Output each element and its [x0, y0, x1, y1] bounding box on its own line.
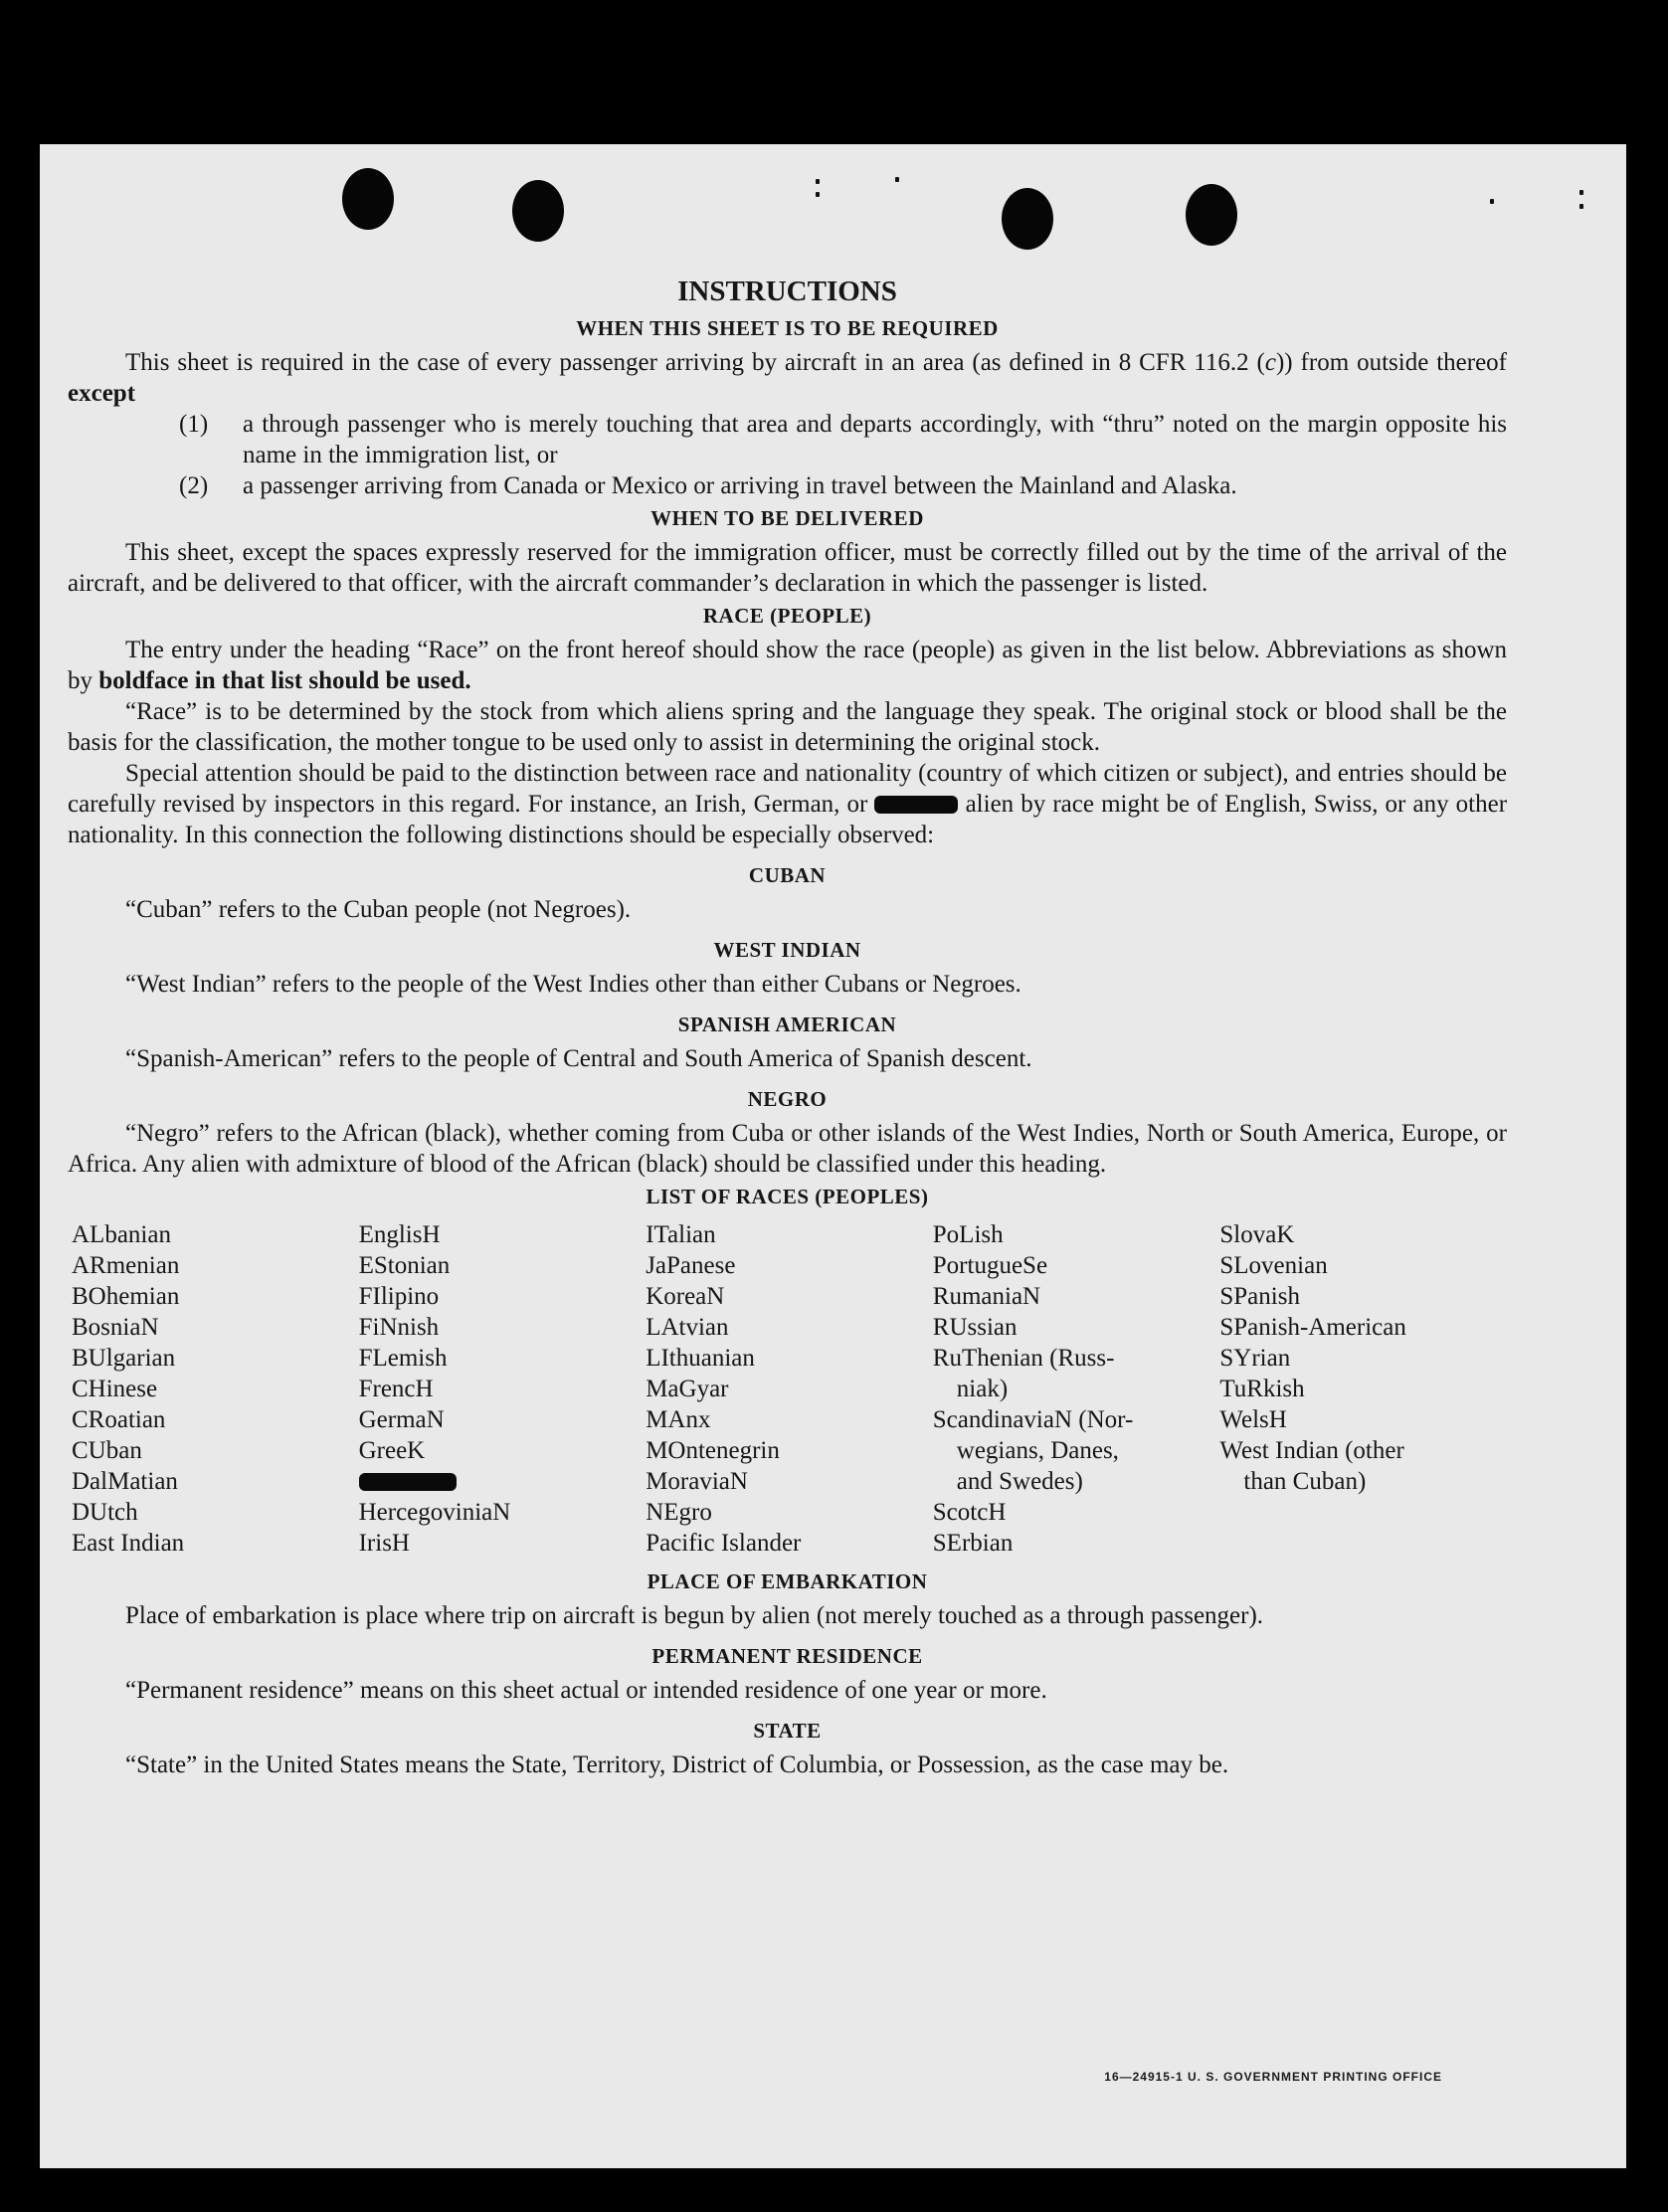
heading-permanent-residence: PERMANENT RESIDENCE [651, 1644, 923, 1668]
race-entry: DalMatian [72, 1468, 178, 1495]
punch-hole [1002, 188, 1053, 250]
speck [816, 179, 820, 184]
exception-item: (1) a through passenger who is merely touching that area and departs accordingly, with “thru” noted on the margin opposite his name in the immigration list, or [179, 411, 1507, 468]
race-column-4 [933, 1219, 1220, 1559]
heading-when-delivered: WHEN TO BE DELIVERED [650, 506, 924, 530]
race-paragraph-2: “Race” is to be determined by the stock from which aliens spring and the language they speak. The original stock or blood shall be the basis for the classification, the mother tongue to be used only to assist in determining the original stock. [68, 698, 1507, 756]
speck [1579, 204, 1583, 209]
race-entry: DUtch [72, 1499, 138, 1526]
speck [1579, 190, 1583, 195]
race-entry: LAtvian [646, 1314, 729, 1341]
race-entry: FiNnish [358, 1314, 440, 1341]
race-entry-continued: than Cuban) [1243, 1468, 1367, 1495]
race-entry-continued: wegians, Danes, [956, 1437, 1119, 1464]
race-entry: KoreaN [646, 1283, 725, 1310]
negro-text: “Negro” refers to the African (black), whether coming from Cuba or other islands of the West Indies, North or South America, Europe, or Africa. Any alien with admixture of blood of the African (black) should be classified under this heading. [68, 1120, 1507, 1178]
race-entry: BOhemian [72, 1283, 180, 1310]
race-entry: MOntenegrin [646, 1437, 780, 1464]
race-entry: JaPanese [646, 1252, 736, 1279]
race-entry: EnglisH [358, 1221, 441, 1248]
race-entry: SlovaK [1219, 1221, 1295, 1248]
required-intro: This sheet is required in the case of every passenger arriving by aircraft in an area (as defined in 8 CFR 116.2 (c)) from outside thereof except [68, 349, 1507, 407]
punch-hole [512, 180, 564, 242]
cuban-text: “Cuban” refers to the Cuban people (not Negroes). [125, 896, 632, 923]
punch-hole [1186, 184, 1237, 246]
race-entry: ALbanian [72, 1221, 171, 1248]
race-entry: CRoatian [72, 1406, 166, 1433]
heading-place-of-embarkation: PLACE OF EMBARKATION [647, 1569, 928, 1593]
speck [895, 177, 899, 182]
race-entry: LIthuanian [646, 1345, 755, 1372]
race-column-1 [72, 1219, 359, 1559]
race-entry: SPanish-American [1219, 1314, 1406, 1341]
race-entry: SYrian [1219, 1345, 1291, 1372]
race-entry: CUban [72, 1437, 142, 1464]
race-entry: PoLish [932, 1221, 1004, 1248]
race-entry: FrencH [358, 1376, 434, 1402]
heading-race: RACE (PEOPLE) [702, 604, 872, 628]
race-entry: PortugueSe [932, 1252, 1048, 1279]
race-entry: FLemish [358, 1345, 448, 1372]
race-entry: Pacific Islander [646, 1530, 802, 1557]
race-entry: GreeK [358, 1437, 426, 1464]
race-entry-redacted [359, 1466, 647, 1497]
race-list [72, 1219, 1507, 1559]
race-entry: MAnx [646, 1406, 711, 1433]
state-text: “State” in the United States means the State, Territory, District of Columbia, or Possession, as the case may be. [125, 1751, 1229, 1778]
race-entry: RuThenian (Russ- [932, 1345, 1115, 1372]
page-title: INSTRUCTIONS [677, 276, 897, 307]
heading-cuban: CUBAN [748, 863, 827, 887]
race-paragraph-3: Special attention should be paid to the distinction between race and nationality (country of which citizen or subject), and entries should be carefully revised by inspectors in this regard. For instance, an Irish, German, or alien by race might be of English, Swiss, or any other nationality. In this connection the following distinctions should be especially observed: [68, 760, 1508, 848]
race-entry: East Indian [72, 1530, 185, 1557]
race-entry: ITalian [646, 1221, 716, 1248]
heading-negro: NEGRO [747, 1087, 828, 1111]
race-entry: SPanish [1219, 1283, 1300, 1310]
race-entry: BosniaN [72, 1314, 159, 1341]
race-column-2 [359, 1219, 647, 1559]
heading-when-required: WHEN THIS SHEET IS TO BE REQUIRED [576, 316, 999, 340]
redaction-mark [359, 1473, 457, 1491]
race-entry: HercegoviniaN [358, 1499, 511, 1526]
instructions-content [68, 274, 1507, 1780]
race-entry: MaGyar [646, 1376, 729, 1402]
race-entry: IrisH [358, 1530, 410, 1557]
race-entry: GermaN [358, 1406, 445, 1433]
spanish-american-text: “Spanish-American” refers to the people of Central and South America of Spanish descent. [125, 1045, 1032, 1072]
race-entry: NEgro [646, 1499, 712, 1526]
heading-list-of-races: LIST OF RACES (PEOPLES) [646, 1185, 929, 1208]
speck [816, 192, 820, 197]
race-entry-continued: and Swedes) [956, 1468, 1083, 1495]
residence-text: “Permanent residence” means on this sheet actual or intended residence of one year or more. [125, 1677, 1047, 1704]
heading-state: STATE [753, 1719, 822, 1743]
race-entry: ScotcH [932, 1499, 1007, 1526]
delivered-text: This sheet, except the spaces expressly reserved for the immigration officer, must be correctly filled out by the time of the arrival of the aircraft, and be delivered to that officer, with the aircraft commander’s declaration in which the passenger is listed. [68, 539, 1507, 597]
race-entry: WelsH [1219, 1406, 1287, 1433]
race-entry: ARmenian [72, 1252, 180, 1279]
race-entry: ScandinaviaN (Nor- [932, 1406, 1134, 1433]
speck [1490, 199, 1494, 204]
race-entry: EStonian [358, 1252, 451, 1279]
race-entry: CHinese [72, 1376, 158, 1402]
punch-hole [342, 168, 394, 230]
heading-spanish-american: SPANISH AMERICAN [677, 1013, 897, 1036]
race-entry: BUlgarian [72, 1345, 176, 1372]
race-entry: RUssian [932, 1314, 1018, 1341]
race-entry: West Indian (other [1219, 1437, 1404, 1464]
exception-item: (2) a passenger arriving from Canada or Mexico or arriving in travel between the Mainland and Alaska. [179, 472, 1237, 499]
document-page [40, 144, 1626, 2168]
printing-office-code: 16—24915-1 U. S. GOVERNMENT PRINTING OFFICE [1104, 2070, 1442, 2084]
race-entry: RumaniaN [932, 1283, 1041, 1310]
race-entry: FIlipino [358, 1283, 440, 1310]
heading-west-indian: WEST INDIAN [713, 938, 861, 962]
race-entry: MoraviaN [646, 1468, 748, 1495]
race-entry-continued: niak) [956, 1376, 1009, 1402]
race-entry: TuRkish [1219, 1376, 1305, 1402]
redaction-mark [874, 796, 958, 814]
west-indian-text: “West Indian” refers to the people of the West Indies other than either Cubans or Negroes. [125, 971, 1021, 998]
race-entry: SLovenian [1219, 1252, 1328, 1279]
race-entry: SErbian [932, 1530, 1014, 1557]
race-column-5 [1219, 1219, 1507, 1559]
race-column-3 [646, 1219, 933, 1559]
embarkation-text: Place of embarkation is place where trip on aircraft is begun by alien (not merely touched as a through passenger). [125, 1602, 1264, 1629]
race-paragraph-1: The entry under the heading “Race” on the front hereof should show the race (people) as given in the list below. Abbreviations as shown by boldface in that list should be used. [68, 637, 1507, 694]
